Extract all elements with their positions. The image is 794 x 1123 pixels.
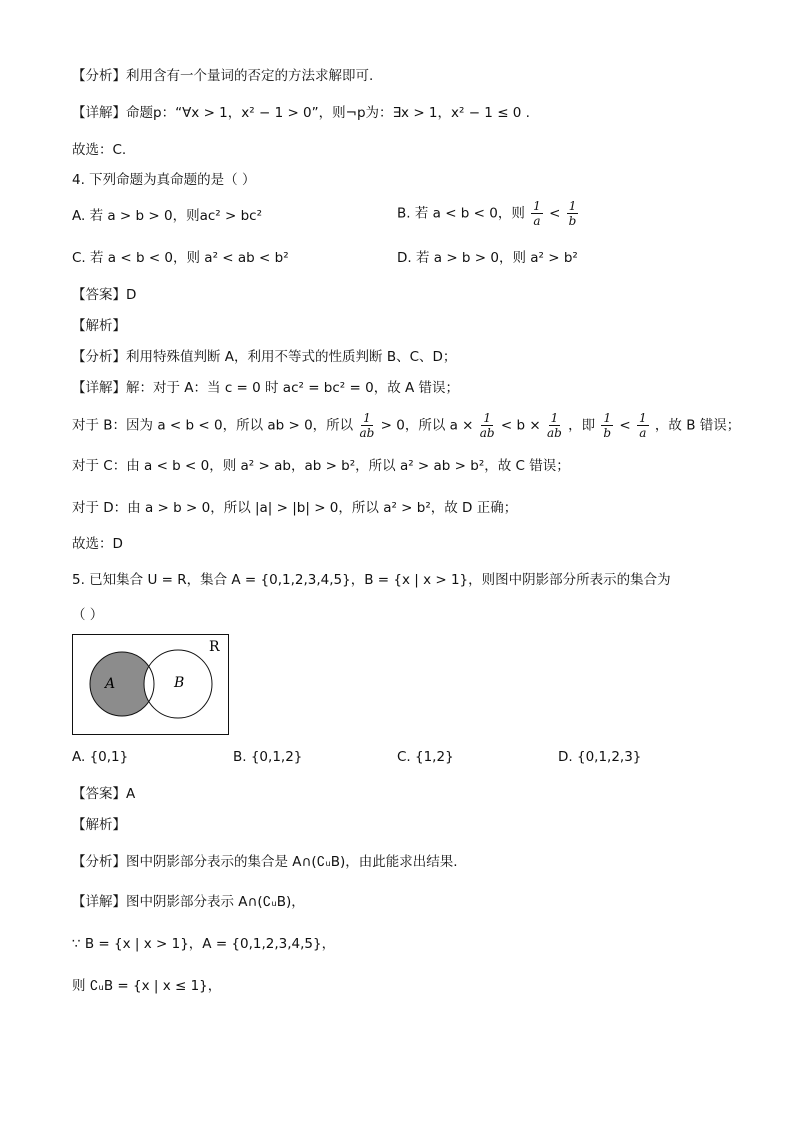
q5-option-a: A. {0,1} — [72, 749, 129, 765]
q4b-lt: < — [549, 205, 561, 222]
question-4: 4. 下列命题为真命题的是（ ） — [72, 172, 256, 188]
choice-q3: 故选：C. — [72, 142, 127, 158]
venn-diagram — [72, 634, 230, 736]
detail-q5-then: 则 ∁ᵤB = {x | x ≤ 1}， — [72, 978, 222, 994]
q4b-text: B. 若 a < b < 0，则 — [397, 205, 525, 222]
q4-option-a: A. 若 a > b > 0，则ac² > bc² — [72, 208, 262, 224]
answer-q4: 【答案】D — [72, 287, 137, 303]
explanation-heading-q4: 【解析】 — [72, 318, 126, 334]
set-b-label: B — [174, 675, 185, 691]
choice-q4: 故选：D — [72, 536, 123, 552]
question-5-paren: （ ） — [72, 607, 104, 623]
analysis-q5: 【分析】图中阴影部分表示的集合是 A∩(∁ᵤB)，由此能求出结果. — [72, 854, 458, 870]
universal-label: R — [209, 639, 220, 655]
question-5: 5. 已知集合 U = R，集合 A = {0,1,2,3,4,5}，B = {x | x > 1}，则图中阴影部分所表示的集合为 — [72, 572, 671, 588]
explanation-heading-q5: 【解析】 — [72, 817, 126, 833]
detail-q3: 【详解】命题p：“∀x > 1，x² − 1 > 0”，则¬p为：∃x > 1，x² − 1 ≤ 0 . — [72, 105, 530, 121]
q4b-frac2: $\frac{1}{b}$ — [568, 199, 577, 228]
set-a-label: A — [105, 676, 116, 692]
detail-q4-a: 【详解】解：对于 A：当 c = 0 时 ac² = bc² = 0，故 A 错误； — [72, 380, 460, 396]
detail-q4-c: 对于 C：由 a < b < 0，则 a² > ab，ab > b²，所以 a² > ab > b²，故 C 错误； — [72, 458, 570, 474]
q4b-frac1: $\frac{1}{a}$ — [533, 199, 541, 228]
q4-option-b — [397, 200, 580, 227]
detail-q4-b: 对于 B：因为 a < b < 0，所以 ab > 0，所以 $\frac{1}{ab}$ > 0，所以 a × $\frac{1}{ab}$ < b × $\frac{1}{ab}$ ，即 $\frac{1}{b}$ < $\frac{1}{a}$ ，故 B 错误； — [72, 411, 741, 440]
q5-option-b: B. {0,1,2} — [233, 749, 303, 765]
q4-option-c: C. 若 a < b < 0，则 a² < ab < b² — [72, 250, 289, 266]
q5-option-d: D. {0,1,2,3} — [558, 749, 642, 765]
detail-q5: 【详解】图中阴影部分表示 A∩(∁ᵤB)， — [72, 894, 305, 910]
analysis-q4: 【分析】利用特殊值判断 A，利用不等式的性质判断 B、C、D； — [72, 349, 457, 365]
detail-q5-since: ∵ B = {x | x > 1}，A = {0,1,2,3,4,5}， — [72, 936, 336, 952]
answer-q5: 【答案】A — [72, 786, 136, 802]
analysis-q3: 【分析】利用含有一个量词的否定的方法求解即可. — [72, 68, 374, 84]
q5-option-c: C. {1,2} — [397, 749, 454, 765]
detail-q4-d: 对于 D：由 a > b > 0，所以 |a| > |b| > 0，所以 a² > b²，故 D 正确； — [72, 500, 518, 516]
q4-option-d: D. 若 a > b > 0，则 a² > b² — [397, 250, 578, 266]
